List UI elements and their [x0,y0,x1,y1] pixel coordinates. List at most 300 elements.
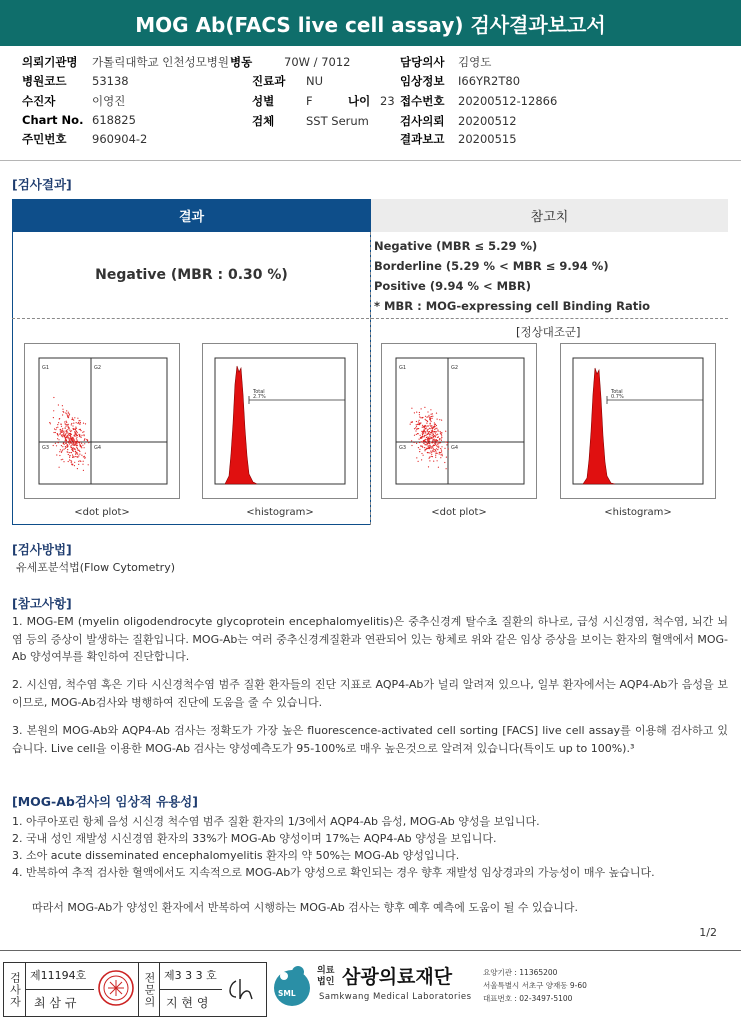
scatter-dot [66,440,67,441]
org-address: 서울특별시 서초구 양재동 9-60 [483,981,587,990]
scatter-dot [75,454,76,455]
scatter-dot [83,456,84,457]
scatter-dot [62,428,63,429]
scatter-dot [422,432,423,433]
scatter-dot [422,436,423,437]
scatter-dot [83,434,84,435]
scatter-dot [75,429,76,430]
doctor-row [400,54,491,72]
scatter-dot [437,442,438,443]
control-histogram-caption: <histogram> [604,507,672,518]
scatter-dot [429,443,430,444]
scatter-dot [437,443,438,444]
scatter-dot [69,439,70,440]
scatter-dot [440,433,441,434]
org-english-name: Samkwang Medical Laboratories [319,992,472,1002]
control-dot-caption: <dot plot> [431,507,487,518]
ref-footnote: * MBR : MOG-expressing cell Binding Ratio [374,299,651,313]
scatter-dot [87,440,88,441]
specimen-label: 검체 [252,114,275,128]
scatter-dot [71,423,72,424]
scatter-dot [50,423,51,424]
scatter-dot [424,407,425,408]
control-quadrant-g3: G3 [399,445,407,451]
scatter-dot [58,439,59,440]
scatter-dot [444,462,445,463]
id-value: 960904-2 [92,132,148,146]
scatter-dot [61,452,62,453]
scatter-dot [421,431,422,432]
scatter-dot [437,460,438,461]
scatter-dot [431,432,432,433]
scatter-dot [75,451,76,452]
scatter-dot [68,442,69,443]
scatter-dot [436,425,437,426]
scatter-dot [428,466,429,467]
scatter-dot [64,436,65,437]
scatter-dot [68,461,69,462]
scatter-dot [438,467,439,468]
scatter-dot [433,461,434,462]
scatter-dot [77,454,78,455]
scatter-dot [81,446,82,447]
utility-title: [MOG-Ab검사의 임상적 유용성] [12,794,198,809]
scatter-dot [72,454,73,455]
scatter-dot [429,436,430,437]
scatter-dot [439,453,440,454]
scatter-dot [79,429,80,430]
scatter-dot [77,443,78,444]
scatter-dot [84,440,85,441]
scatter-dot [69,455,70,456]
report-date-label: 결과보고 [400,132,445,146]
scatter-dot [424,447,425,448]
scatter-dot [62,459,63,460]
scatter-dot [65,437,66,438]
scatter-dot [434,443,435,444]
scatter-dot [416,426,417,427]
institution-value: 가톨릭대학교 인천성모병원 [92,55,229,69]
scatter-dot [430,446,431,447]
scatter-dot [432,450,433,451]
scatter-dot [434,439,435,440]
utility-item-4: 4. 반복하여 추적 검사한 혈액에서도 지속적으로 MOG-Ab가 양성으로 확인되는 경우 향후 재발성 임상경과의 가능성이 매우 높습니다. [12,866,655,879]
scatter-dot [416,412,417,413]
scatter-dot [53,397,54,398]
scatter-dot [416,434,417,435]
scatter-dot [63,461,64,462]
scatter-dot [435,436,436,437]
scatter-dot [72,457,73,458]
scatter-dot [65,448,66,449]
normal-control-label: [정상대조군] [516,325,581,339]
patient-row [22,93,125,111]
scatter-dot [433,436,434,437]
scatter-dot [439,438,440,439]
scatter-dot [430,451,431,452]
scatter-dot [431,446,432,447]
scatter-dot [71,461,72,462]
scatter-dot [70,460,71,461]
doctor-value: 김영도 [458,55,492,69]
scatter-dot [76,437,77,438]
scatter-dot [442,455,443,456]
scatter-dot [88,442,89,443]
scatter-dot [448,448,449,449]
scatter-dot [419,439,420,440]
scatter-dot [433,439,434,440]
scatter-dot [440,454,441,455]
scatter-dot [64,421,65,422]
scatter-dot [444,448,445,449]
control-hist-label: Total [611,389,623,395]
scatter-dot [434,426,435,427]
patient-value: 이영진 [92,94,126,108]
clinical-label: 임상정보 [400,74,445,88]
utility-item-2: 2. 국내 성인 재발성 시신경염 환자의 33%가 MOG-Ab 양성이며 17%는 AQP4-Ab 양성을 보입니다. [12,832,497,845]
scatter-dot [435,455,436,456]
scatter-dot [423,432,424,433]
scatter-dot [424,429,425,430]
method-title: [검사방법] [12,542,72,557]
scatter-dot [425,439,426,440]
scatter-dot [423,443,424,444]
scatter-dot [65,428,66,429]
scatter-dot [73,428,74,429]
patient-dot-caption: <dot plot> [74,507,130,518]
scatter-dot [432,418,433,419]
scatter-dot [74,417,75,418]
hospital-code-value: 53138 [92,74,129,88]
scatter-dot [66,443,67,444]
scatter-dot [423,426,424,427]
scatter-dot [432,435,433,436]
control-hist-value: 0.7% [611,394,624,400]
scatter-dot [421,459,422,460]
scatter-dot [446,457,447,458]
scatter-dot [76,439,77,440]
scatter-dot [58,422,59,423]
scatter-dot [431,416,432,417]
scatter-dot [433,442,434,443]
quadrant-g2: G2 [94,365,102,371]
scatter-dot [433,437,434,438]
utility-item-3: 3. 소아 acute disseminated encephalomyelitis 환자의 약 50%는 MOG-Ab 양성입니다. [12,849,460,862]
tester-license: 제11194호 [30,969,87,982]
scatter-dot [431,414,432,415]
scatter-dot [426,448,427,449]
org-code: 요양기관 : 11365200 [483,968,558,977]
scatter-dot [439,439,440,440]
scatter-dot [419,414,420,415]
scatter-dot [432,416,433,417]
patient-hist-label: Total [253,389,265,395]
scatter-dot [53,445,54,446]
scatter-dot [426,444,427,445]
dept-value: NU [306,74,324,88]
scatter-dot [72,437,73,438]
scatter-dot [447,442,448,443]
scatter-dot [439,442,440,443]
scatter-dot [82,445,83,446]
scatter-dot [431,421,432,422]
scatter-dot [84,443,85,444]
patient-histogram [202,343,358,499]
scatter-dot [430,409,431,410]
scatter-dot [437,434,438,435]
scatter-dot [77,449,78,450]
dept-row [252,73,323,91]
scatter-dot [428,445,429,446]
scatter-dot [78,461,79,462]
scatter-dot [440,431,441,432]
scatter-dot [428,437,429,438]
scatter-dot [425,428,426,429]
scatter-dot [438,446,439,447]
scatter-dot [63,432,64,433]
scatter-dot [426,417,427,418]
scatter-dot [416,429,417,430]
age-value: 23 [380,94,395,108]
scatter-dot [434,429,435,430]
scatter-dot [62,450,63,451]
scatter-dot [431,452,432,453]
scatter-dot [436,439,437,440]
utility-conclusion: 따라서 MOG-Ab가 양성인 환자에서 반복하여 시행하는 MOG-Ab 검사는 향후 예후 예측에 도움이 될 수 있습니다. [32,901,579,914]
scatter-dot [436,413,437,414]
scatter-dot [77,448,78,449]
scatter-dot [66,410,67,411]
scatter-dot [74,441,75,442]
scatter-dot [73,447,74,448]
scatter-dot [427,411,428,412]
institution-label: 의뢰기관명 [22,55,78,69]
scatter-dot [434,451,435,452]
clinical-value: I66YR2T80 [458,74,521,88]
request-date-row [400,113,517,131]
scatter-dot [76,422,77,423]
scatter-dot [63,434,64,435]
scatter-dot [57,434,58,435]
scatter-dot [429,458,430,459]
scatter-dot [70,442,71,443]
scatter-dot [60,429,61,430]
scatter-dot [66,432,67,433]
scatter-dot [84,447,85,448]
scatter-dot [80,436,81,437]
scatter-dot [77,432,78,433]
scatter-dot [60,432,61,433]
scatter-dot [432,440,433,441]
scatter-dot [429,431,430,432]
scatter-dot [427,441,428,442]
scatter-dot [77,441,78,442]
control-histogram [560,343,716,499]
tester-role: 검사자 [4,963,26,1016]
scatter-dot [420,422,421,423]
scatter-dot [435,432,436,433]
control-dot-plot [381,343,537,499]
scatter-dot [84,456,85,457]
id-label: 주민번호 [22,132,67,146]
scatter-dot [424,441,425,442]
scatter-dot [425,416,426,417]
scatter-dot [441,446,442,447]
scatter-dot [65,441,66,442]
note-1: 1. MOG-EM (myelin oligodendrocyte glycoprotein encephalomyelitis)은 중추신경계 탈수초 질환의 하나로, 급성 시신경염, 척수염, 뇌간 뇌염 등의 증상이 발생하는 질환입니다. MOG-Ab는 여러 중추신경계질환과 연관되어 있는 항체로 위와 같은 임상 증상을 보이는 환자의 혈액에서 MOG-Ab 양성여부를 확인하여 진단합니다. [12,615,728,663]
scatter-dot [71,445,72,446]
scatter-dot [67,446,68,447]
scatter-dot [76,445,77,446]
scatter-dot [437,446,438,447]
scatter-dot [423,455,424,456]
scatter-dot [74,445,75,446]
control-quadrant-g4: G4 [451,445,459,451]
result-section-title: [검사결과] [12,177,72,192]
scatter-dot [69,414,70,415]
scatter-dot [435,449,436,450]
scatter-dot [424,427,425,428]
scatter-dot [76,431,77,432]
scatter-dot [77,418,78,419]
scatter-dot [433,426,434,427]
scatter-dot [427,443,428,444]
scatter-dot [419,451,420,452]
scatter-dot [83,423,84,424]
scatter-dot [61,459,62,460]
scatter-dot [437,440,438,441]
scatter-dot [88,464,89,465]
scatter-dot [62,446,63,447]
scatter-dot [418,428,419,429]
footer-divider [0,950,741,951]
scatter-dot [422,427,423,428]
scatter-dot [73,441,74,442]
scatter-dot [62,431,63,432]
scatter-dot [79,434,80,435]
scatter-dot [73,443,74,444]
scatter-dot [441,440,442,441]
scatter-dot [68,441,69,442]
note-3: 3. 본원의 MOG-Ab와 AQP4-Ab 검사는 정확도가 가장 높은 fluorescence-activated cell sorting [FACS] live cell assay를 이용해 검사하고 있습니다. Live cell을 이용한 MOG-Ab 검사는 양성예측도가 95-100%로 매우 높은것으로 알려져 있습니다(특이도 up to 100%).³ [12,724,728,755]
scatter-dot [61,445,62,446]
scatter-dot [430,428,431,429]
scatter-dot [428,439,429,440]
scatter-dot [57,427,58,428]
scatter-dot [68,412,69,413]
scatter-dot [425,431,426,432]
scatter-dot [426,428,427,429]
utility-item-1: 1. 아쿠아포린 항체 음성 시신경 척수염 범주 질환 환자의 1/3에서 AQP4-Ab 음성, MOG-Ab 양성을 보입니다. [12,815,540,828]
scatter-dot [57,438,58,439]
scatter-dot [421,446,422,447]
divider [0,160,741,161]
quadrant-g3: G3 [42,445,50,451]
scatter-dot [445,431,446,432]
scatter-dot [76,438,77,439]
scatter-dot [60,424,61,425]
scatter-dot [445,441,446,442]
scatter-dot [432,433,433,434]
scatter-dot [435,435,436,436]
scatter-dot [430,425,431,426]
notes-title: [참고사항] [12,596,72,611]
request-date-label: 검사의뢰 [400,114,445,128]
scatter-dot [437,453,438,454]
scatter-dot [70,436,71,437]
scatter-dot [71,438,72,439]
specialist-license: 제3 3 3 호 [164,969,217,982]
scatter-dot [425,435,426,436]
scatter-dot [429,452,430,453]
sex-row [252,93,395,111]
patient-dot-cloud [49,397,89,471]
scatter-dot [421,437,422,438]
receipt-label: 접수번호 [400,94,445,108]
scatter-dot [67,451,68,452]
scatter-dot [74,465,75,466]
scatter-dot [431,430,432,431]
scatter-dot [80,429,81,430]
scatter-dot [85,453,86,454]
scatter-dot [59,455,60,456]
scatter-dot [65,431,66,432]
note-2: 2. 시신염, 척수염 혹은 기타 시신경척수염 범주 질환 환자들의 진단 지표로 AQP4-Ab가 널리 알려져 있으나, 일부 환자에서는 AQP4-Ab가 음성을 보이므로, MOG-Ab검사와 병행하여 진단에 도움을 줄 수 있습니다. [12,678,728,709]
scatter-dot [425,419,426,420]
scatter-dot [74,462,75,463]
scatter-dot [435,424,436,425]
scatter-dot [446,444,447,445]
scatter-dot [418,447,419,448]
ref-positive: Positive (9.94 % < MBR) [374,279,531,293]
scatter-dot [422,442,423,443]
scatter-dot [68,428,69,429]
scatter-dot [431,438,432,439]
scatter-dot [58,442,59,443]
scatter-dot [419,424,420,425]
scatter-dot [77,457,78,458]
scatter-dot [419,449,420,450]
scatter-dot [427,431,428,432]
scatter-dot [72,440,73,441]
scatter-dot [66,413,67,414]
scatter-dot [428,447,429,448]
scatter-dot [83,470,84,471]
scatter-dot [79,454,80,455]
scatter-dot [82,432,83,433]
scatter-dot [429,460,430,461]
scatter-dot [415,427,416,428]
scatter-dot [56,427,57,428]
scatter-dot [67,416,68,417]
scatter-dot [72,425,73,426]
scatter-dot [62,434,63,435]
scatter-dot [75,456,76,457]
quadrant-g4: G4 [94,445,102,451]
scatter-dot [72,417,73,418]
scatter-dot [55,429,56,430]
scatter-dot [67,449,68,450]
scatter-dot [73,445,74,446]
scatter-dot [67,432,68,433]
scatter-dot [73,439,74,440]
scatter-dot [430,423,431,424]
scatter-dot [79,441,80,442]
scatter-dot [440,452,441,453]
scatter-dot [66,422,67,423]
page-number: 1/2 [699,926,717,939]
scatter-dot [431,442,432,443]
